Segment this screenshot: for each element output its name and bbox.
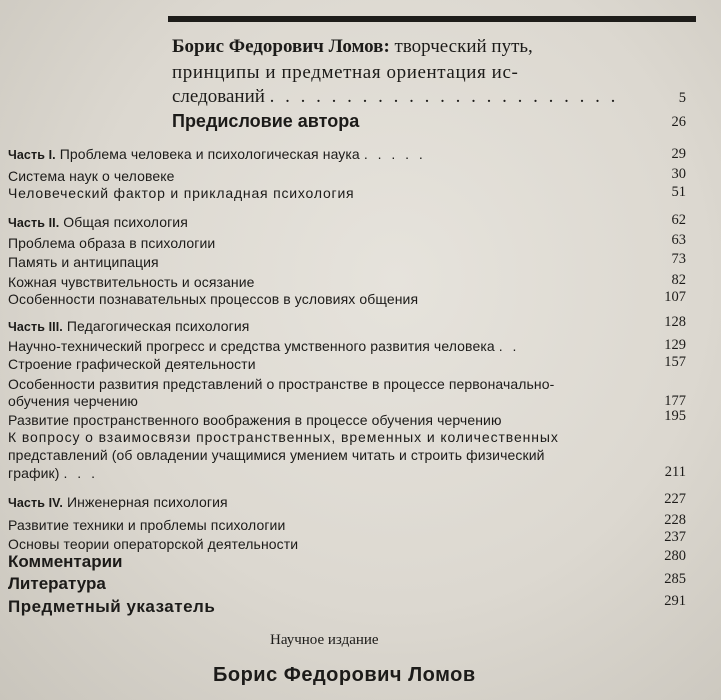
- part-4-title: Инженерная психология: [63, 494, 228, 510]
- toc-entry-subject-index: Предметный указатель: [8, 597, 216, 616]
- toc-part-3: [8, 318, 249, 334]
- intro-title-part1: творческий путь,: [389, 36, 533, 57]
- toc-item-3-5-leader-dots: . . .: [63, 465, 98, 481]
- toc-item-4-2: Основы теории операторской деятельности: [8, 536, 299, 552]
- part-4-prefix: Часть IV.: [8, 496, 64, 510]
- intro-author-name: Борис Федорович Ломов:: [172, 36, 390, 57]
- toc-entry-subject-index-page: 291: [664, 593, 686, 609]
- toc-item-2-1-page: 63: [671, 232, 686, 248]
- edition-label: Научное издание: [270, 632, 379, 648]
- part-3-title: Педагогическая психология: [62, 318, 250, 334]
- toc-entry-intro-line1: [172, 36, 533, 58]
- toc-item-2-4-page: 107: [664, 289, 686, 305]
- preface-page: 26: [671, 114, 686, 130]
- intro-title-part3: следований: [172, 86, 265, 107]
- toc-item-3-3-line1: Особенности развития представлений о пространстве в процессе первоначально-: [8, 376, 555, 392]
- toc-entry-preface: Предисловие автора: [172, 111, 360, 131]
- toc-item-4-1-page: 228: [664, 512, 686, 528]
- toc-entry-literature: Литература: [8, 574, 106, 593]
- toc-item-3-1: [8, 338, 519, 354]
- toc-item-3-4-page: 195: [664, 408, 686, 424]
- part-2-page: 62: [671, 212, 686, 228]
- toc-item-2-3-page: 82: [671, 272, 686, 288]
- toc-item-2-4: Особенности познавательных процессов в условиях общения: [8, 291, 419, 307]
- top-rule: [168, 16, 696, 22]
- toc-item-3-1-page: 129: [664, 337, 686, 353]
- part-1-title: Проблема человека и психологическая наука: [55, 146, 360, 162]
- toc-item-3-5-line3: [8, 465, 98, 481]
- toc-item-4-1: Развитие техники и проблемы психологии: [8, 517, 286, 533]
- part-3-prefix: Часть III.: [8, 320, 63, 334]
- part-3-page: 128: [664, 314, 686, 330]
- toc-part-2: [8, 214, 188, 230]
- toc-item-3-2: Строение графической деятельности: [8, 356, 256, 372]
- toc-item-3-2-page: 157: [664, 354, 686, 370]
- toc-entry-comments-page: 280: [664, 548, 686, 564]
- toc-item-3-4: Развитие пространственного воображения в процессе обучения черчению: [8, 412, 502, 428]
- toc-entry-literature-page: 285: [664, 571, 686, 587]
- toc-item-1-1: Система наук о человеке: [8, 168, 175, 184]
- toc-item-3-1-title: Научно-технический прогресс и средства умственного развития человека: [8, 338, 495, 354]
- toc-entry-intro-line3: [172, 86, 618, 108]
- toc-part-4: [8, 494, 228, 510]
- part-2-prefix: Часть II.: [8, 216, 60, 230]
- toc-item-3-3-page: 177: [664, 393, 686, 409]
- footer-author-name: Борис Федорович Ломов: [213, 664, 476, 686]
- toc-item-2-2-page: 73: [671, 251, 686, 267]
- part-1-prefix: Часть I.: [8, 148, 56, 162]
- part-4-page: 227: [664, 491, 686, 507]
- toc-item-3-5-line3-title: график): [8, 465, 60, 481]
- toc-item-2-3: Кожная чувствительность и осязание: [8, 274, 255, 290]
- toc-item-3-1-leader-dots: . .: [498, 338, 520, 354]
- toc-item-2-1: Проблема образа в психологии: [8, 235, 216, 251]
- toc-entry-intro-line2: принципы и предметная ориентация ис-: [172, 62, 519, 83]
- toc-item-3-3-line2: обучения черчению: [8, 393, 138, 409]
- toc-item-1-2: Человеческий фактор и прикладная психология: [8, 185, 355, 201]
- part-1-leader-dots: . . . . .: [363, 146, 426, 162]
- toc-entry-comments: Комментарии: [8, 552, 123, 571]
- toc-item-2-2: Память и антиципация: [8, 254, 159, 270]
- toc-item-3-5-line2: представлений (об овладении учащимися умением читать и строить физический: [8, 447, 545, 463]
- toc-item-4-2-page: 237: [664, 529, 686, 545]
- toc-part-1: [8, 146, 426, 162]
- part-1-page: 29: [671, 146, 686, 162]
- intro-page: 5: [678, 90, 686, 106]
- toc-item-3-5-page: 211: [664, 464, 686, 480]
- part-2-title: Общая психология: [59, 214, 188, 230]
- toc-item-3-5-line1: К вопросу о взаимосвязи пространственных, временных и количественных: [8, 429, 559, 445]
- intro-leader-dots: . . . . . . . . . . . . . . . . . . . . . . .: [269, 86, 619, 107]
- toc-item-1-2-page: 51: [671, 184, 686, 200]
- toc-item-1-1-page: 30: [671, 166, 686, 182]
